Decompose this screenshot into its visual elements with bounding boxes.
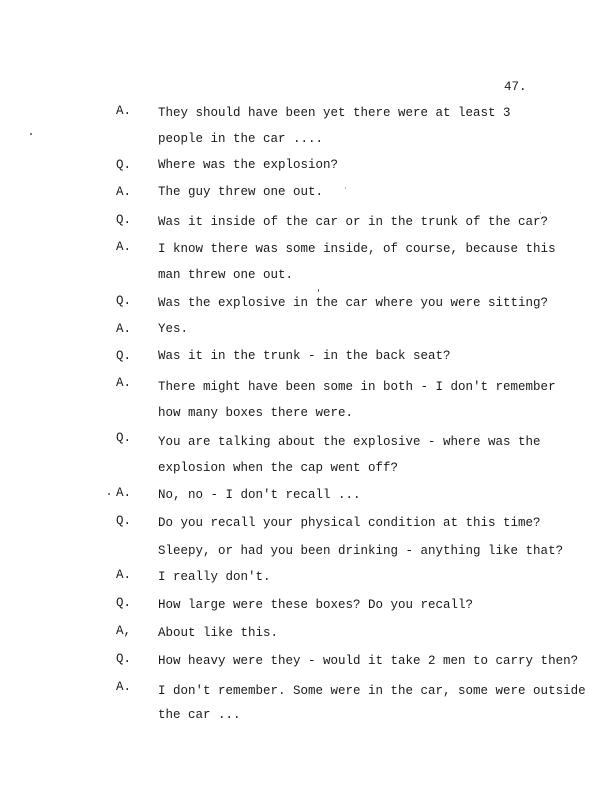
speaker-label: A.	[116, 568, 132, 582]
speaker-label: A.	[116, 240, 132, 254]
transcript-line: explosion when the cap went off?	[158, 461, 399, 475]
page-number: 47.	[504, 80, 527, 94]
transcript-line: Was it in the trunk - in the back seat?	[158, 349, 451, 363]
transcript-line: man threw one out.	[158, 268, 294, 282]
transcript-line: people in the car ....	[158, 132, 324, 146]
transcript-line: You are talking about the explosive - where was the	[158, 435, 541, 449]
speaker-label: A.	[116, 486, 132, 500]
transcript-line: They should have been yet there were at least 3	[158, 106, 511, 120]
transcript-line: Was the explosive in the car where you were sitting?	[158, 296, 549, 310]
scan-speck	[345, 187, 346, 189]
speaker-label: A.	[116, 185, 132, 199]
speaker-label: Q.	[116, 213, 132, 227]
transcript-line: How heavy were they - would it take 2 men to carry then?	[158, 654, 579, 668]
speaker-label: A.	[116, 376, 132, 390]
transcript-line: Do you recall your physical condition at this time?	[158, 516, 541, 530]
transcript-line: No, no - I don't recall ...	[158, 488, 361, 502]
scan-speck	[540, 212, 541, 214]
transcript-line: I really don't.	[158, 570, 271, 584]
speaker-label: Q.	[116, 349, 132, 363]
scan-speck	[108, 493, 110, 495]
speaker-label: Q.	[116, 514, 132, 528]
transcript-line: Sleepy, or had you been drinking - anything like that?	[158, 544, 564, 558]
speaker-label: Q.	[116, 294, 132, 308]
transcript-line: Was it inside of the car or in the trunk of the car?	[158, 215, 549, 229]
transcript-line: I know there was some inside, of course, because this	[158, 242, 556, 256]
transcript-line: About like this.	[158, 626, 279, 640]
transcript-line: The guy threw one out.	[158, 185, 324, 199]
transcript-line: There might have been some in both - I don't remember	[158, 380, 556, 394]
speaker-label: A.	[116, 322, 132, 336]
speaker-label: A.	[116, 104, 132, 118]
speaker-label: A.	[116, 680, 132, 694]
transcript-line: Yes.	[158, 322, 189, 336]
transcript-line: I don't remember. Some were in the car, some were outside	[158, 684, 586, 698]
speaker-label: Q.	[116, 158, 132, 172]
speaker-label: Q.	[116, 431, 132, 445]
transcript-line: the car ...	[158, 708, 241, 722]
scan-speck	[30, 133, 32, 135]
transcript-line: How large were these boxes? Do you recall?	[158, 598, 474, 612]
speaker-label: A,	[116, 624, 132, 638]
transcript-line: how many boxes there were.	[158, 406, 354, 420]
scan-speck	[318, 289, 319, 292]
speaker-label: Q.	[116, 652, 132, 666]
transcript-line: Where was the explosion?	[158, 158, 339, 172]
speaker-label: Q.	[116, 596, 132, 610]
